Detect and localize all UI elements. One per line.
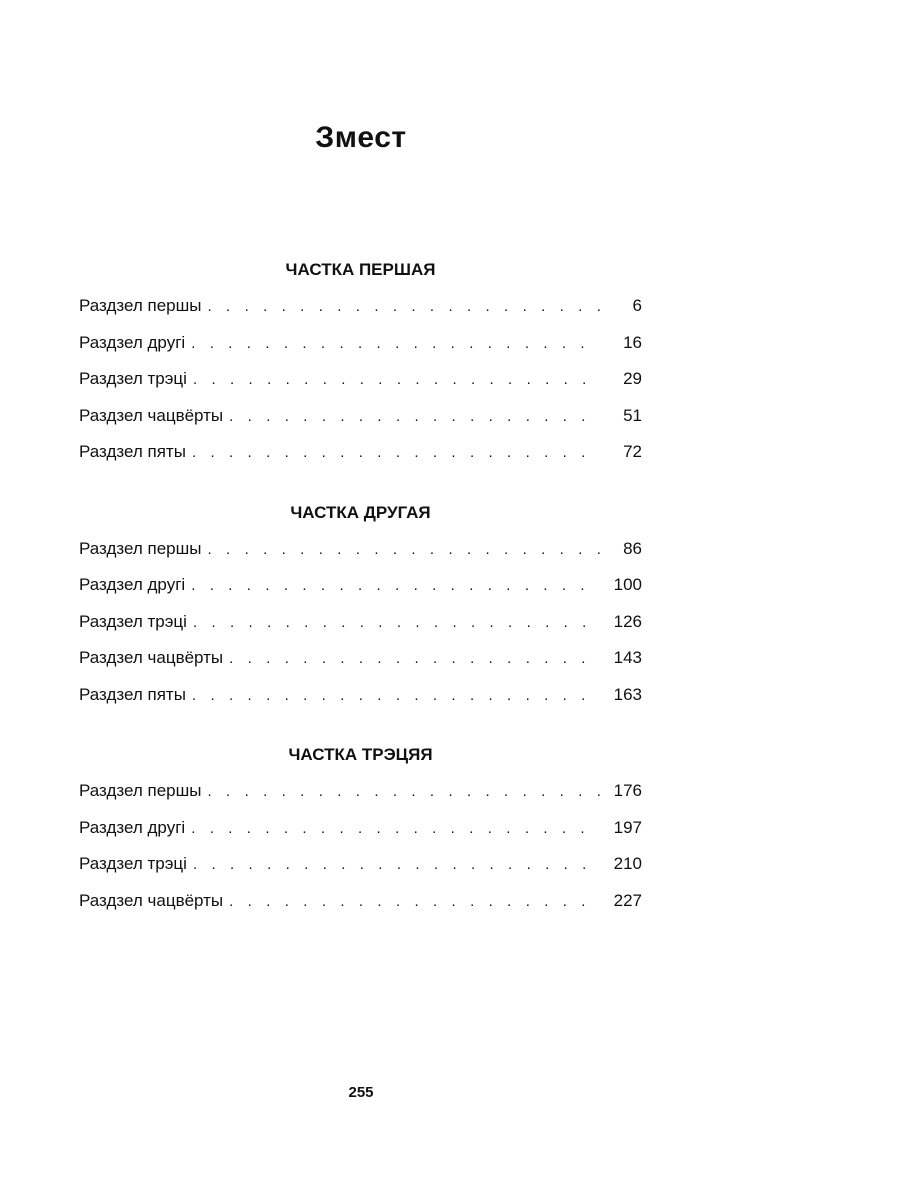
toc-entry [79, 883, 642, 920]
part-heading: ЧАСТКА ТРЭЦЯЯ [288, 745, 433, 764]
toc-entry-label: Раздзел трэці [79, 854, 187, 873]
toc-entry [79, 325, 642, 362]
toc-entry-label: Раздзел першы [79, 538, 202, 558]
dot-leader [191, 326, 600, 363]
toc-entry-page: 163 [613, 684, 642, 704]
toc-entry [79, 846, 642, 883]
toc-entry [79, 398, 642, 435]
toc-entry-label: Раздзел другі [79, 817, 186, 837]
toc-entry-label: Раздзел пяты [79, 684, 186, 704]
part-heading: ЧАСТКА ДРУГАЯ [290, 502, 431, 522]
part-2 [79, 495, 642, 714]
table-of-contents [79, 252, 642, 919]
toc-entry-page: 16 [623, 332, 642, 352]
page-title: Змест [315, 121, 407, 155]
dot-leader [192, 435, 600, 472]
toc-entry-label: Раздзел трэці [79, 369, 187, 388]
toc-entry-label: Раздзел другі [79, 332, 186, 352]
toc-entry-page: 72 [623, 442, 642, 461]
toc-entry-page: 227 [613, 890, 642, 910]
toc-entry-page: 29 [623, 369, 642, 388]
toc-entry-label: Раздзел чацвёрты [79, 648, 224, 667]
toc-entry-label: Раздзел чацвёрты [79, 890, 224, 910]
dot-leader [191, 811, 600, 848]
toc-entry-label: Раздзел другі [79, 575, 186, 594]
toc-entry-page: 176 [613, 781, 642, 800]
dot-leader [193, 362, 600, 399]
toc-entry [79, 677, 642, 714]
part-1 [79, 252, 642, 471]
toc-entry [79, 361, 642, 398]
toc-entry [79, 531, 642, 568]
toc-entry-page: 100 [613, 575, 642, 594]
toc-entry-page: 197 [613, 817, 642, 837]
toc-entry-label: Раздзел трэці [79, 611, 187, 631]
toc-entry [79, 434, 642, 471]
dot-leader [193, 847, 600, 884]
toc-entry [79, 604, 642, 641]
toc-entry [79, 640, 642, 677]
dot-leader [191, 568, 600, 605]
page-number: 255 [348, 1084, 374, 1101]
toc-entry [79, 810, 642, 847]
toc-entry-page: 6 [632, 296, 642, 315]
toc-entry [79, 288, 642, 325]
part-heading: ЧАСТКА ПЕРШАЯ [285, 260, 436, 279]
dot-leader [229, 641, 600, 678]
toc-entry-page: 126 [613, 611, 642, 631]
dot-leader [208, 774, 601, 811]
toc-entry [79, 567, 642, 604]
part-3 [79, 737, 642, 919]
dot-leader [229, 884, 600, 921]
toc-entry [79, 773, 642, 810]
toc-entry-page: 86 [623, 538, 642, 558]
dot-leader [229, 399, 600, 436]
dot-leader [208, 289, 601, 326]
toc-entry-label: Раздзел чацвёрты [79, 405, 224, 425]
toc-entry-label: Раздзел першы [79, 296, 202, 315]
dot-leader [208, 532, 601, 569]
toc-entry-label: Раздзел пяты [79, 442, 186, 461]
toc-entry-label: Раздзел першы [79, 781, 202, 800]
toc-entry-page: 51 [623, 405, 642, 425]
toc-entry-page: 143 [613, 648, 642, 667]
dot-leader [192, 678, 600, 715]
toc-entry-page: 210 [613, 854, 642, 873]
dot-leader [193, 605, 600, 642]
